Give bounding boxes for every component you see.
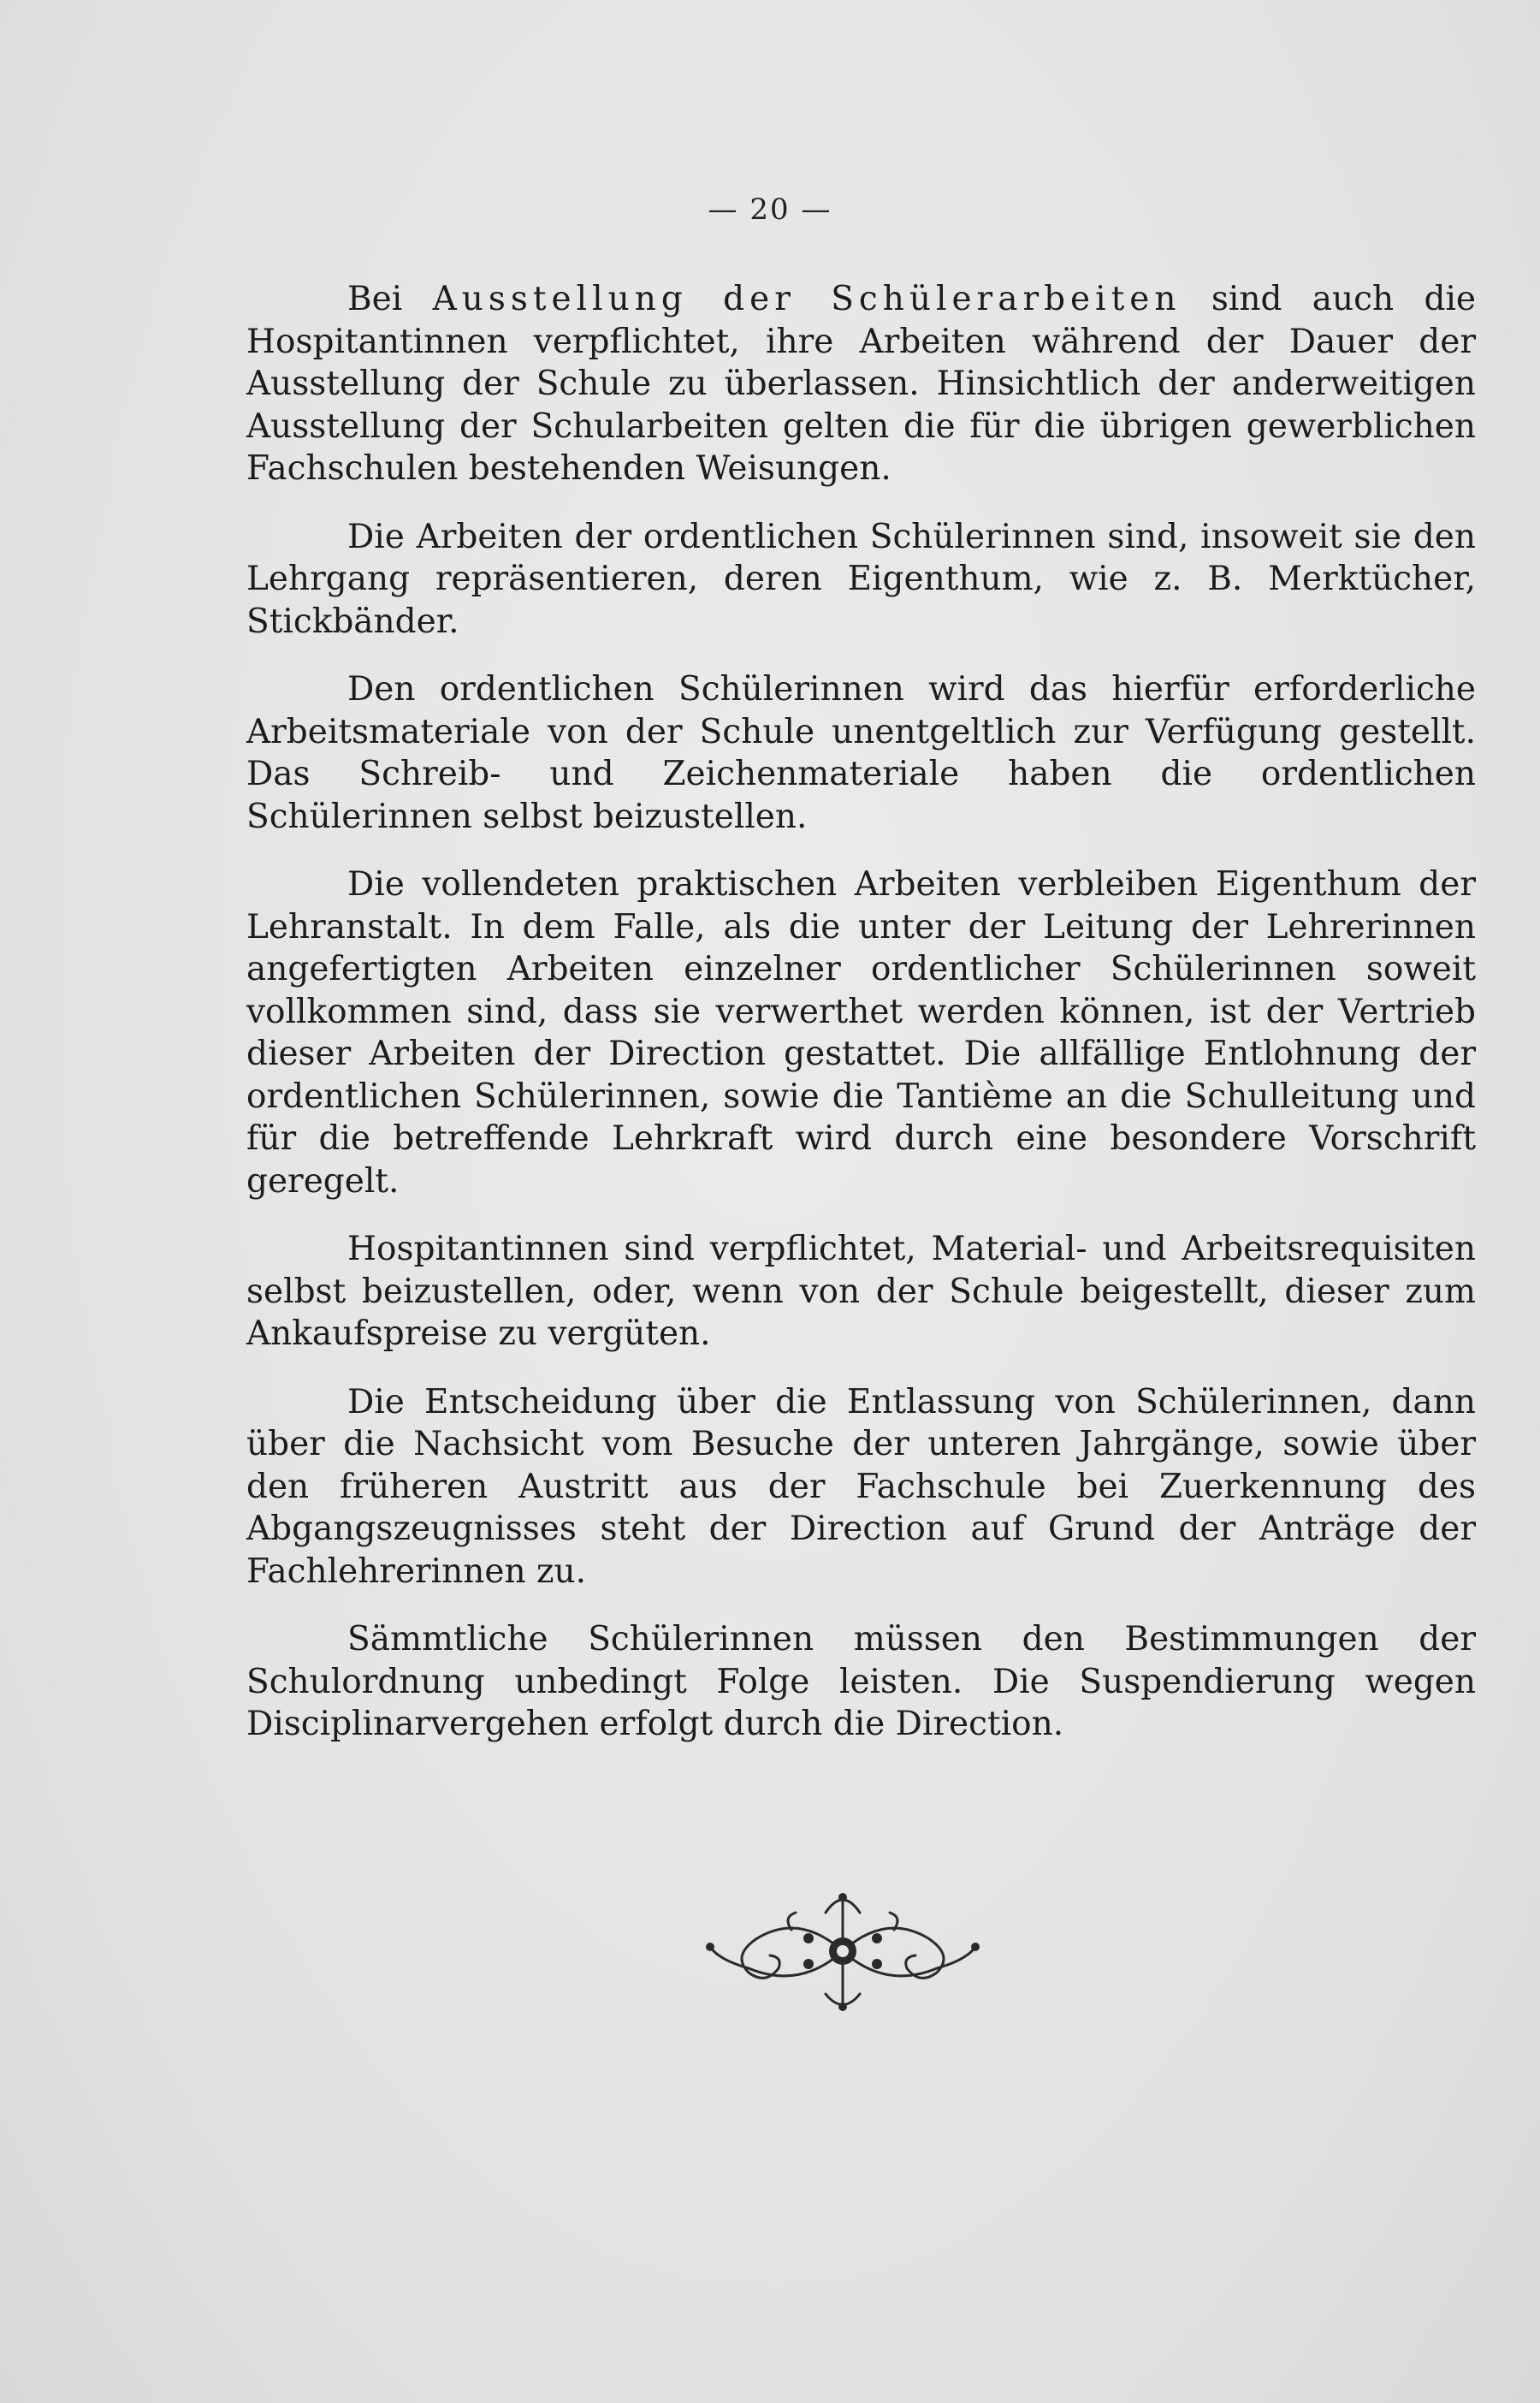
paragraph-praktische-arbeiten: Die vollendeten praktischen Arbeiten verbleiben Eigenthum der Lehranstalt. In dem Falle, als die unter der Leitung der Lehrerinnen angefertigten Arbeiten einzelner ordentlicher Schülerinnen soweit vollkommen sind, dass sie verwerthet werden können, ist der Vertrieb dieser Arbeiten der Direction gestattet. Die allfällige Entlohnung der ordentlichen Schülerinnen, sowie die Tantième an die Schulleitung und für die betreffende Lehrkraft wird durch eine besondere Vorschrift geregelt.	[246, 865, 1476, 1201]
paragraph-arbeitsmateriale: Den ordentlichen Schülerinnen wird das hierfür erforderliche Arbeitsmateriale von der Schule unentgeltlich zur Verfügung gestellt. Das Schreib- und Zeichenmateriale haben die ordentlichen Schülerinnen selbst beizustellen.	[246, 670, 1476, 836]
paragraph-ausstellung	[246, 278, 1476, 490]
body-text	[246, 278, 1476, 1771]
paragraph-schulordnung: Sämmtliche Schülerinnen müssen den Bestimmungen der Schulordnung unbedingt Folge leisten. Die Suspendierung wegen Disciplinarvergehen erfolgt durch die Direction.	[246, 1620, 1476, 1743]
paragraph-rest: sind auch die Hospitantinnen verpflichtet, ihre Arbeiten während der Dauer der Ausstellung der Schule zu überlassen. Hinsichtlich der anderweitigen Ausstellung der Schularbeiten gelten die für die übrigen gewerblichen Fachschulen bestehenden Weisungen.	[246, 280, 1476, 488]
page-number: — 20 —	[708, 193, 832, 227]
paragraph-eigenthum: Die Arbeiten der ordentlichen Schülerinnen sind, insoweit sie den Lehrgang repräsentieren, deren Eigenthum, wie z. B. Merktücher, Stickbänder.	[246, 517, 1476, 641]
paragraph-entscheidung: Die Entscheidung über die Entlassung von Schülerinnen, dann über die Nachsicht vom Besuche der unteren Jahrgänge, sowie über den früheren Austritt aus der Fachschule bei Zuerkennung des Abgangszeugnisses steht der Direction auf Grund der Anträge der Fachlehrerinnen zu.	[246, 1382, 1476, 1591]
paragraph-lead: Bei	[347, 280, 433, 318]
spaced-heading-ausstellung: Ausstellung der Schülerarbeiten	[432, 280, 1182, 318]
ornament-vignette	[697, 1878, 988, 2024]
paragraph-hospitantinnen: Hospitantinnen sind verpflichtet, Material- und Arbeitsrequisiten selbst beizustellen, oder, wenn von der Schule beigestellt, dieser zum Ankaufspreise zu vergüten.	[246, 1230, 1476, 1353]
